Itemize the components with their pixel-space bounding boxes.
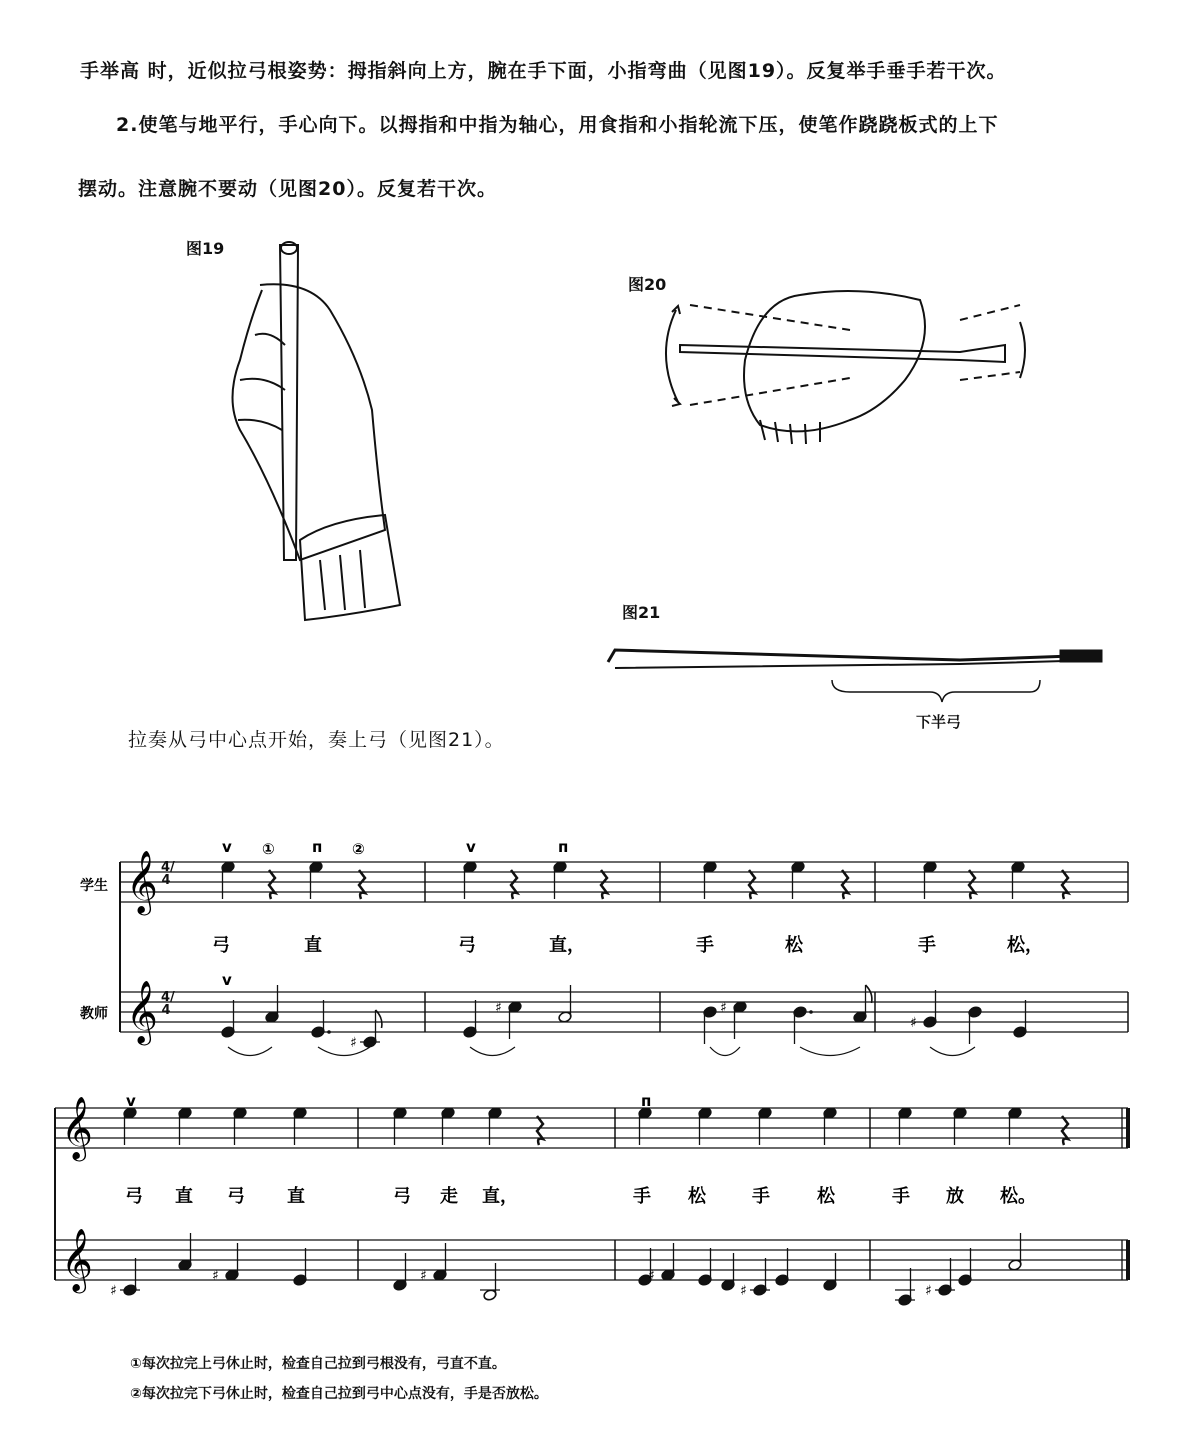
lyric-word: 手 xyxy=(918,935,936,956)
lyric-word: 弓 xyxy=(227,1186,245,1207)
up-bow-mark: v xyxy=(466,838,476,856)
lyric-word: 手 xyxy=(696,935,714,956)
quarter-rest xyxy=(601,870,607,899)
lyric-word: 松 xyxy=(785,935,803,956)
student-label: 学生 xyxy=(80,878,108,894)
time-signature-student: 4/4 xyxy=(161,860,175,889)
sharp-icon: ♯ xyxy=(420,1268,427,1284)
sharp-icon: ♯ xyxy=(495,1000,502,1016)
quarter-rest xyxy=(1062,870,1068,899)
slur xyxy=(800,1047,860,1056)
sharp-icon: ♯ xyxy=(910,1015,917,1031)
down-bow-mark: п xyxy=(312,838,323,856)
sharp-icon: ♯ xyxy=(110,1283,117,1299)
lyric-word: 弓 xyxy=(212,935,230,956)
treble-clef-icon: 𝄞 xyxy=(126,850,158,913)
annotation-circle-1: ① xyxy=(262,840,275,858)
lyric-word: 松 xyxy=(817,1186,835,1207)
lyric-word: 弓 xyxy=(393,1186,411,1207)
figure-21-label: 图21 xyxy=(622,603,661,622)
paragraph-line-3: 摆动。注意腕不要动（见图20）。反复若干次。 xyxy=(78,178,497,200)
up-bow-mark: v xyxy=(222,838,232,856)
note-flag xyxy=(376,1010,382,1028)
quarter-rest xyxy=(969,870,975,899)
footnote-2: ②每次拉完下弓休止时，检查自己拉到弓中心点没有，手是否放松。 xyxy=(130,1386,548,1402)
lyric-word: 放 xyxy=(946,1186,964,1207)
dot xyxy=(327,1030,331,1034)
lyric-word: 走 xyxy=(440,1186,458,1207)
quarter-rest xyxy=(537,1116,543,1145)
dot xyxy=(809,1010,813,1014)
treble-clef-icon: 𝄞 xyxy=(126,980,158,1043)
note-flag xyxy=(866,985,872,1003)
sharp-icon: ♯ xyxy=(925,1283,932,1299)
quarter-rest xyxy=(1062,1116,1068,1145)
down-bow-mark: п xyxy=(558,838,569,856)
lyric-word: 手 xyxy=(633,1186,651,1207)
lyric-word: 直 xyxy=(304,935,322,956)
lyric-word: 手 xyxy=(752,1186,770,1207)
treble-clef-icon: 𝄞 xyxy=(61,1228,93,1291)
figure-20-label: 图20 xyxy=(628,275,667,294)
lyric-word: 松， xyxy=(1007,935,1043,956)
treble-clef-icon: 𝄞 xyxy=(61,1096,93,1159)
quarter-rest xyxy=(749,870,755,899)
sharp-icon: ♯ xyxy=(648,1268,655,1284)
lyric-word: 直 xyxy=(287,1186,305,1207)
slur xyxy=(318,1047,370,1056)
down-bow-mark: п xyxy=(641,1092,652,1110)
up-bow-mark: v xyxy=(126,1092,136,1110)
sharp-icon: ♯ xyxy=(740,1283,747,1299)
instruction-text: 拉奏从弓中心点开始，奏上弓（见图21）。 xyxy=(128,729,505,751)
sharp-icon: ♯ xyxy=(212,1268,219,1284)
lyric-word: 直， xyxy=(482,1186,518,1207)
footnote-1: ①每次拉完上弓休止时，检查自己拉到弓根没有，弓直不直。 xyxy=(130,1356,506,1372)
lyric-word: 直 xyxy=(175,1186,193,1207)
slur xyxy=(710,1047,740,1056)
paragraph-line-2: 2.使笔与地平行，手心向下。以拇指和中指为轴心，用食指和小指轮流下压，使笔作跷跷板式的上下 xyxy=(116,114,999,136)
teacher-label: 教师 xyxy=(80,1006,108,1022)
time-signature-teacher: 4/4 xyxy=(161,990,175,1019)
quarter-rest xyxy=(511,870,517,899)
quarter-rest xyxy=(842,870,848,899)
lyric-word: 弓 xyxy=(125,1186,143,1207)
slur xyxy=(930,1047,975,1056)
lyric-word: 弓 xyxy=(458,935,476,956)
quarter-rest xyxy=(359,870,365,899)
paragraph-line-1: 手举高 时，近似拉弓根姿势：拇指斜向上方，腕在手下面，小指弯曲（见图19）。反复举手垂手若干次。 xyxy=(80,60,1007,82)
lyric-word: 直， xyxy=(549,935,585,956)
figure-19-label: 图19 xyxy=(186,239,225,258)
sharp-icon: ♯ xyxy=(720,1000,727,1016)
lower-half-bow-label: 下半弓 xyxy=(916,713,962,731)
quarter-rest xyxy=(269,870,275,899)
lyric-word: 松。 xyxy=(1000,1186,1036,1207)
annotation-circle-2: ② xyxy=(352,840,365,858)
lyric-word: 手 xyxy=(892,1186,910,1207)
slur xyxy=(228,1047,272,1056)
slur xyxy=(470,1047,515,1056)
lyric-word: 松 xyxy=(688,1186,706,1207)
up-bow-mark: v xyxy=(222,971,232,989)
sharp-icon: ♯ xyxy=(350,1035,357,1051)
